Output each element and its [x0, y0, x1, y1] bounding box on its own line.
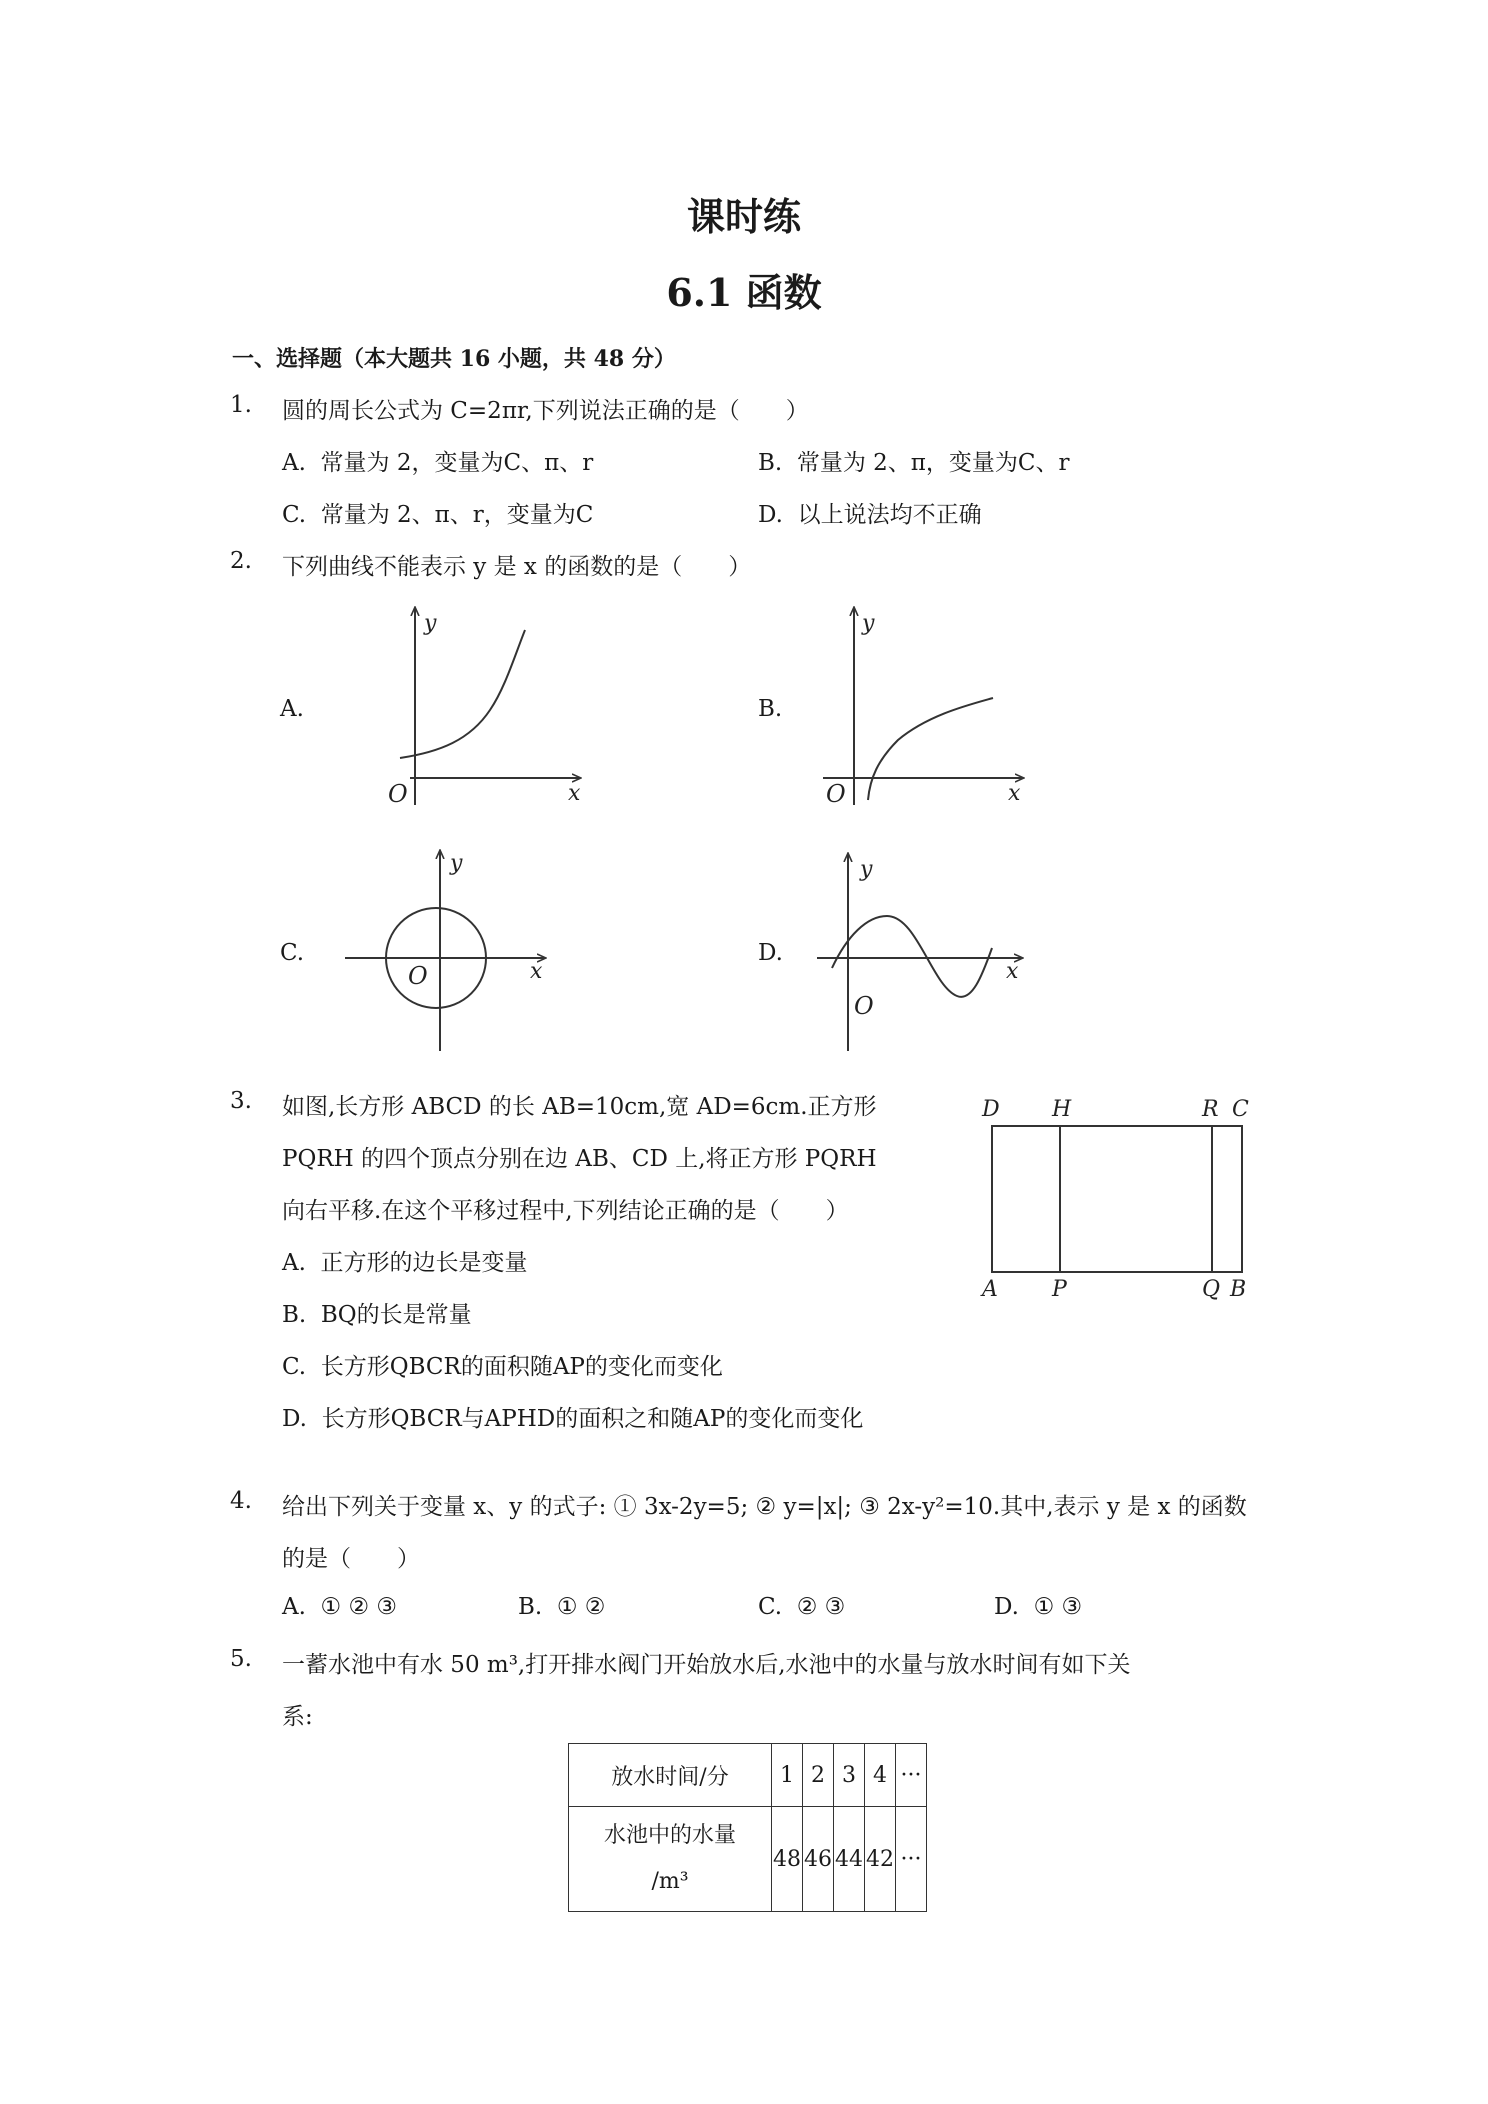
option-key: D. — [758, 502, 783, 528]
graph-a — [380, 600, 600, 820]
table-cell: 2 — [803, 1744, 834, 1807]
q2-option-a[interactable]: A. — [280, 696, 304, 722]
option-text: ② ③ — [796, 1594, 846, 1620]
label-b: B — [1230, 1277, 1247, 1302]
q1-option-c[interactable] — [282, 496, 593, 529]
origin-label: O — [388, 780, 408, 808]
table-cell: ··· — [896, 1744, 927, 1807]
table-header-line: 水池中的水量 — [603, 1823, 736, 1848]
option-text: ① ② — [556, 1594, 606, 1620]
q4-option-a[interactable] — [282, 1594, 397, 1620]
q1-stem: 圆的周长公式为 C=2πr,下列说法正确的是（ ） — [282, 398, 809, 424]
option-key: A. — [282, 1250, 306, 1276]
water-table — [568, 1743, 927, 1912]
table-header-cell — [569, 1807, 772, 1912]
x-label: x — [568, 781, 581, 806]
q3-option-a[interactable] — [282, 1244, 528, 1277]
option-key: D. — [282, 1406, 307, 1432]
label-p: P — [1052, 1277, 1067, 1302]
curve — [832, 916, 992, 997]
q3-number: 3. — [230, 1088, 252, 1114]
option-text: ① ③ — [1033, 1594, 1083, 1620]
x-label: x — [1008, 781, 1021, 806]
graph-b — [818, 600, 1038, 820]
option-text: ① ② ③ — [320, 1594, 398, 1620]
origin-label: O — [854, 992, 874, 1020]
y-label: y — [862, 611, 875, 636]
table-cell: 42 — [865, 1807, 896, 1912]
table-cell: 4 — [865, 1744, 896, 1807]
label-d: D — [982, 1098, 1000, 1122]
q5-number: 5. — [230, 1646, 252, 1672]
y-label: y — [450, 851, 463, 876]
option-key: B. — [282, 1302, 307, 1328]
table-row — [569, 1807, 927, 1912]
q1-option-a[interactable] — [282, 444, 593, 477]
option-key: C. — [282, 502, 307, 528]
table-cell: 3 — [834, 1744, 865, 1807]
page-title: 课时练 — [686, 194, 801, 239]
curve — [400, 630, 525, 758]
q2-stem: 下列曲线不能表示 y 是 x 的函数的是（ ） — [282, 554, 752, 580]
option-key: B. — [758, 450, 783, 476]
option-key: C. — [282, 1354, 307, 1380]
q5-line-2: 系: — [282, 1704, 313, 1730]
q5-line-1: 一蓄水池中有水 50 m³,打开排水阀门开始放水后,水池中的水量与放水时间有如下关 — [282, 1652, 1131, 1678]
option-text: 长方形QBCR的面积随AP的变化而变化 — [320, 1354, 723, 1380]
option-text: 正方形的边长是变量 — [320, 1250, 528, 1276]
section-heading: 一、选择题（本大题共 16 小题，共 48 分） — [232, 346, 676, 372]
option-text: 常量为 2，变量为C、π、r — [320, 450, 594, 476]
option-text: BQ的长是常量 — [320, 1302, 472, 1328]
q2-option-d[interactable]: D. — [758, 940, 783, 966]
option-text: 常量为 2、π、r，变量为C — [320, 502, 594, 528]
option-key: C. — [758, 1594, 783, 1620]
q3-option-b[interactable] — [282, 1296, 472, 1329]
option-text: 以上说法均不正确 — [797, 502, 982, 528]
table-row — [569, 1744, 927, 1807]
q3-option-c[interactable] — [282, 1348, 723, 1381]
y-label: y — [424, 611, 437, 636]
q4-number: 4. — [230, 1488, 252, 1514]
option-text: 长方形QBCR与APHD的面积之和随AP的变化而变化 — [321, 1406, 864, 1432]
q3-option-d[interactable] — [282, 1400, 863, 1433]
x-label: x — [530, 959, 543, 984]
q1-option-d[interactable] — [758, 496, 982, 529]
table-cell: ··· — [896, 1807, 927, 1912]
q2-option-b[interactable]: B. — [758, 696, 783, 722]
rectangle-figure — [980, 1098, 1270, 1318]
origin-label: O — [826, 780, 846, 808]
curve — [868, 698, 993, 800]
label-r: R — [1202, 1098, 1219, 1122]
q3-line-1: 如图,长方形 ABCD 的长 AB=10cm,宽 AD=6cm.正方形 — [282, 1094, 877, 1120]
option-text: 常量为 2、π，变量为C、r — [796, 450, 1070, 476]
q4-line-2: 的是（ ） — [282, 1546, 420, 1572]
label-c: C — [1232, 1098, 1249, 1122]
origin-label: O — [408, 962, 428, 990]
q1-number: 1. — [230, 392, 252, 418]
graph-d — [812, 846, 1042, 1056]
rectangle-abcd — [992, 1126, 1242, 1272]
label-q: Q — [1202, 1277, 1221, 1302]
label-h: H — [1052, 1098, 1072, 1122]
y-label: y — [860, 857, 873, 882]
table-header-cell: 放水时间/分 — [569, 1744, 772, 1807]
q4-option-b[interactable] — [518, 1594, 605, 1620]
table-cell: 44 — [834, 1807, 865, 1912]
q2-option-c[interactable]: C. — [280, 940, 305, 966]
table-cell: 1 — [772, 1744, 803, 1807]
option-key: A. — [282, 450, 306, 476]
table-header-line: /m³ — [651, 1869, 689, 1894]
q4-line-1: 给出下列关于变量 x、y 的式子: ① 3x-2y=5; ② y=|x|; ③ 2x-y²=10.其中,表示 y 是 x 的函数 — [282, 1494, 1247, 1520]
x-label: x — [1006, 959, 1019, 984]
label-a: A — [982, 1277, 998, 1302]
q2-number: 2. — [230, 548, 252, 574]
option-key: A. — [282, 1594, 306, 1620]
q3-line-3: 向右平移.在这个平移过程中,下列结论正确的是（ ） — [282, 1198, 849, 1224]
q4-option-c[interactable] — [758, 1594, 845, 1620]
option-key: D. — [994, 1594, 1019, 1620]
q3-line-2: PQRH 的四个顶点分别在边 AB、CD 上,将正方形 PQRH — [282, 1146, 877, 1172]
table-cell: 48 — [772, 1807, 803, 1912]
graph-c — [340, 846, 570, 1056]
option-key: B. — [518, 1594, 543, 1620]
table-cell: 46 — [803, 1807, 834, 1912]
q1-option-b[interactable] — [758, 444, 1070, 477]
page-subtitle: 6.1 函数 — [666, 270, 822, 315]
q4-option-d[interactable] — [994, 1594, 1082, 1620]
